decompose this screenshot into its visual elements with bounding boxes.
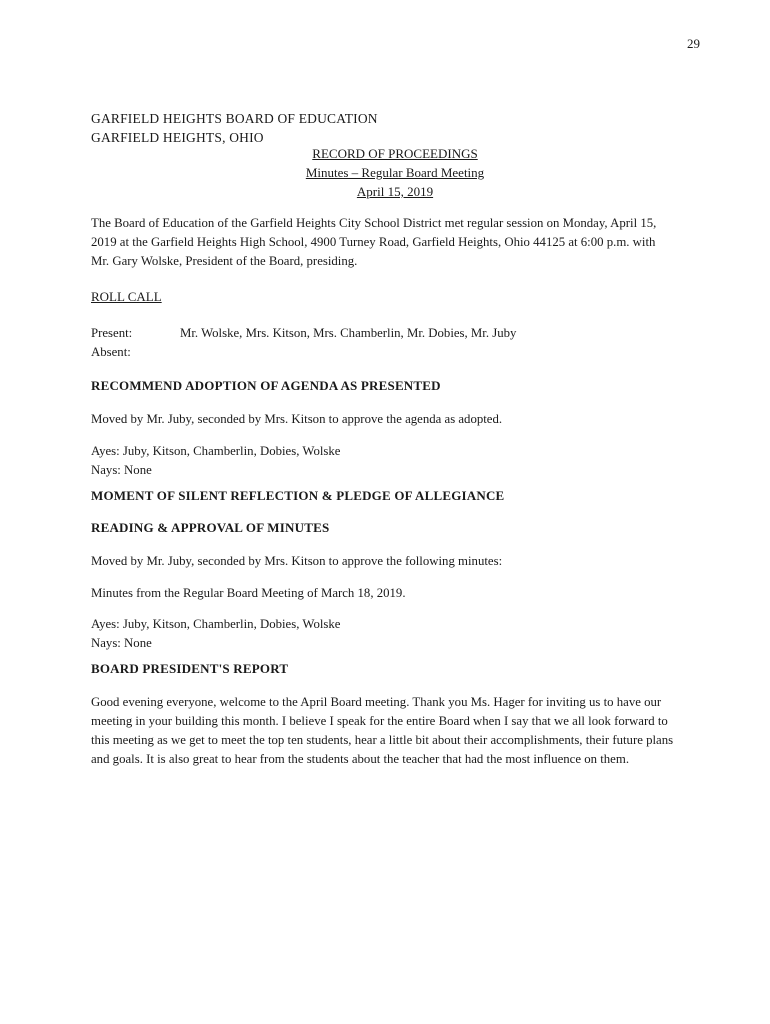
minutes-item: Minutes from the Regular Board Meeting of March 18, 2019. bbox=[91, 586, 406, 600]
report-line: and goals. It is also great to hear from the students about the teacher that had the most influence on them. bbox=[91, 752, 630, 766]
record-subtitle: Minutes – Regular Board Meeting bbox=[305, 165, 485, 180]
organization-location: GARFIELD HEIGHTS, OHIO bbox=[91, 130, 264, 145]
report-line: meeting in your building this month. I believe I speak for the entire Board when I say that we all look forward to bbox=[91, 714, 668, 728]
page-number: 29 bbox=[687, 36, 700, 51]
record-heading bbox=[270, 144, 520, 201]
intro-line: 2019 at the Garfield Heights High School, 4900 Turney Road, Garfield Heights, Ohio 44125 at 6:00 p.m. with bbox=[91, 235, 656, 249]
record-title: RECORD OF PROCEEDINGS bbox=[312, 146, 478, 161]
minutes-heading: READING & APPROVAL OF MINUTES bbox=[91, 520, 330, 535]
reflection-heading: MOMENT OF SILENT REFLECTION & PLEDGE OF ALLEGIANCE bbox=[91, 488, 505, 503]
minutes-ayes: Ayes: Juby, Kitson, Chamberlin, Dobies, Wolske bbox=[91, 617, 341, 631]
agenda-vote bbox=[91, 442, 711, 480]
agenda-heading: RECOMMEND ADOPTION OF AGENDA AS PRESENTED bbox=[91, 378, 441, 393]
agenda-motion: Moved by Mr. Juby, seconded by Mrs. Kitson to approve the agenda as adopted. bbox=[91, 412, 503, 426]
president-report-paragraph bbox=[91, 693, 711, 769]
intro-paragraph bbox=[91, 214, 711, 271]
report-line: this meeting as we get to meet the top ten students, hear a little bit about their accomplishments, their future plans bbox=[91, 733, 674, 747]
organization-name: GARFIELD HEIGHTS BOARD OF EDUCATION bbox=[91, 111, 378, 126]
agenda-ayes: Ayes: Juby, Kitson, Chamberlin, Dobies, Wolske bbox=[91, 444, 341, 458]
minutes-motion: Moved by Mr. Juby, seconded by Mrs. Kitson to approve the following minutes: bbox=[91, 554, 503, 568]
intro-line: Mr. Gary Wolske, President of the Board, presiding. bbox=[91, 254, 358, 268]
organization-header bbox=[91, 109, 378, 147]
roll-call-heading: ROLL CALL bbox=[91, 289, 162, 304]
minutes-nays: Nays: None bbox=[91, 636, 152, 650]
intro-line: The Board of Education of the Garfield Heights City School District met regular session on Monday, April 15, bbox=[91, 216, 657, 230]
minutes-vote bbox=[91, 615, 711, 653]
present-members: Mr. Wolske, Mrs. Kitson, Mrs. Chamberlin, Mr. Dobies, Mr. Juby bbox=[180, 326, 517, 340]
absent-label: Absent: bbox=[91, 345, 131, 359]
record-date: April 15, 2019 bbox=[356, 184, 434, 199]
present-label: Present: bbox=[91, 326, 133, 340]
report-line: Good evening everyone, welcome to the April Board meeting. Thank you Ms. Hager for inviting us to have our bbox=[91, 695, 662, 709]
agenda-nays: Nays: None bbox=[91, 463, 152, 477]
president-report-heading: BOARD PRESIDENT'S REPORT bbox=[91, 661, 289, 676]
